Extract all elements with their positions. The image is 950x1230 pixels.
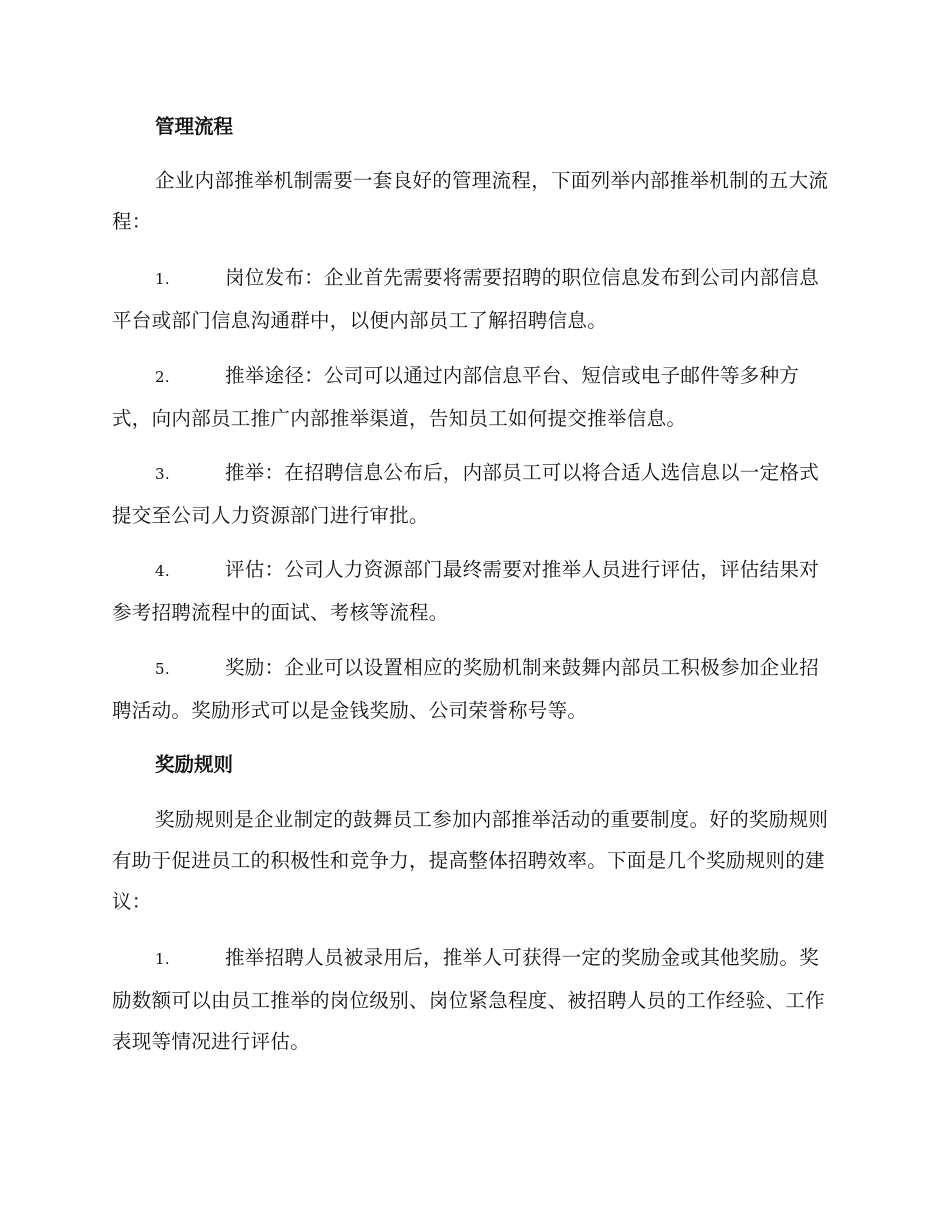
section-intro-management-process: 企业内部推举机制需要一套良好的管理流程，下面列举内部推举机制的五大流程： <box>112 169 829 233</box>
list-item-number: 1. <box>155 950 170 968</box>
section-heading-reward-rules: 奖励规则 <box>155 753 234 776</box>
list-item <box>112 452 832 536</box>
list-item-text: 岗位发布：企业首先需要将需要招聘的职位信息发布到公司内部信息平台或部门信息沟通群中，以便内部员工了解招聘信息。 <box>112 266 820 332</box>
section-heading-management-process: 管理流程 <box>155 115 234 138</box>
list-item-text: 推举：在招聘信息公布后，内部员工可以将合适人选信息以一定格式提交至公司人力资源部门进行审批。 <box>112 461 820 527</box>
section-intro-reward-rules: 奖励规则是企业制定的鼓舞员工参加内部推举活动的重要制度。好的奖励规则有助于促进员工的积极性和竞争力，提高整体招聘效率。下面是几个奖励规则的建议： <box>112 808 829 913</box>
list-item-number: 4. <box>155 562 170 580</box>
list-item <box>112 549 832 633</box>
list-item-text: 奖励：企业可以设置相应的奖励机制来鼓舞内部员工积极参加企业招聘活动。奖励形式可以是金钱奖励、公司荣誉称号等。 <box>112 656 820 722</box>
list-item <box>112 257 832 341</box>
list-item-number: 1. <box>155 270 170 288</box>
list-item <box>112 355 832 439</box>
list-item-number: 3. <box>155 465 170 483</box>
list-item-text: 推举招聘人员被录用后，推举人可获得一定的奖励金或其他奖励。奖励数额可以由员工推举的岗位级别、岗位紧急程度、被招聘人员的工作经验、工作表现等情况进行评估。 <box>112 946 825 1053</box>
list-item-number: 5. <box>155 660 170 678</box>
list-item-number: 2. <box>155 368 170 386</box>
list-item-text: 推举途径：公司可以通过内部信息平台、短信或电子邮件等多种方式，向内部员工推广内部推举渠道，告知员工如何提交推举信息。 <box>112 364 800 430</box>
list-item <box>112 647 832 731</box>
list-item <box>112 937 832 1062</box>
list-item-text: 评估：公司人力资源部门最终需要对推举人员进行评估，评估结果对参考招聘流程中的面试、考核等流程。 <box>112 558 820 624</box>
